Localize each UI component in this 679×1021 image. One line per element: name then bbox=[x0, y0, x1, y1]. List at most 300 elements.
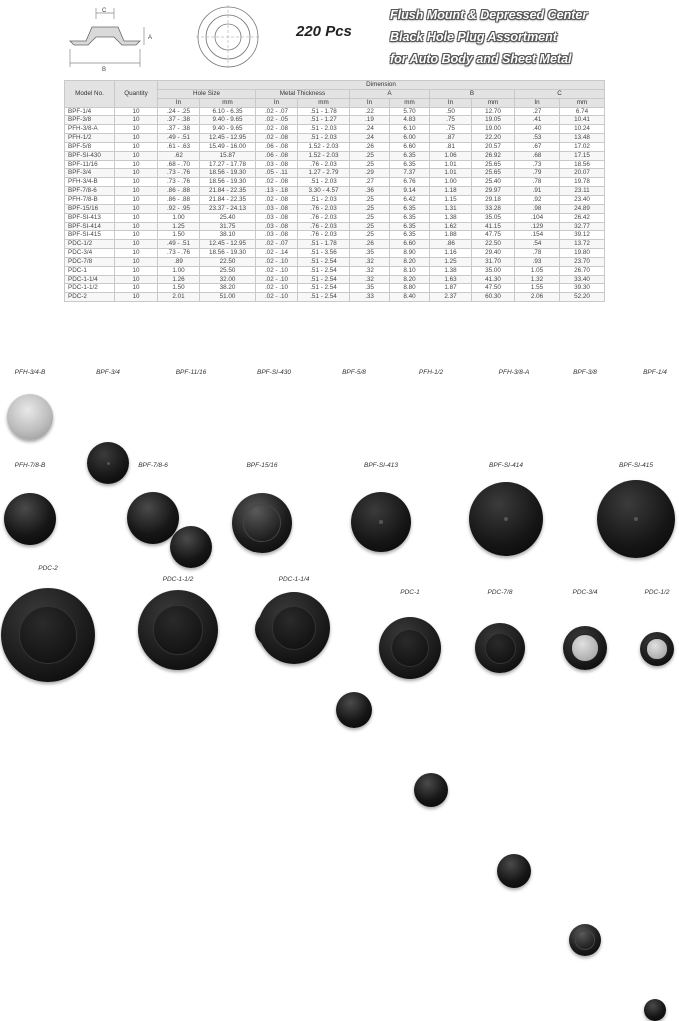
table-cell: .92 - .95 bbox=[158, 204, 200, 213]
table-cell: .25 bbox=[350, 151, 390, 160]
table-cell: .25 bbox=[350, 213, 390, 222]
table-cell: .104 bbox=[515, 213, 560, 222]
header-group: A bbox=[350, 89, 430, 98]
table-cell: .02 - .08 bbox=[256, 178, 298, 187]
table-cell: 20.57 bbox=[472, 142, 515, 151]
hole-plug-image bbox=[569, 924, 601, 956]
hole-plug-image bbox=[127, 492, 179, 544]
table-cell: 26.70 bbox=[560, 266, 605, 275]
table-cell: .51 - 2.03 bbox=[298, 178, 350, 187]
model-cell: PDC-1-1/2 bbox=[65, 284, 115, 293]
table-cell: 1.38 bbox=[430, 213, 472, 222]
hole-plug-image bbox=[563, 626, 607, 670]
table-row bbox=[65, 178, 605, 187]
table-cell: 21.84 - 22.35 bbox=[200, 187, 256, 196]
table-cell: .154 bbox=[515, 231, 560, 240]
table-cell: 15.49 - 16.00 bbox=[200, 142, 256, 151]
table-row bbox=[65, 240, 605, 249]
table-cell: .51 - 2.54 bbox=[298, 275, 350, 284]
recessed-center bbox=[571, 634, 598, 661]
table-cell: .03 - .08 bbox=[256, 160, 298, 169]
table-cell: 19.80 bbox=[560, 249, 605, 258]
plug-label: BPF-5/8 bbox=[342, 369, 366, 376]
table-cell: .03 - .08 bbox=[256, 213, 298, 222]
table-row bbox=[65, 151, 605, 160]
hole-plug-image bbox=[1, 588, 95, 682]
table-cell: .89 bbox=[158, 257, 200, 266]
model-cell: PFH-1/2 bbox=[65, 134, 115, 143]
table-cell: .61 - .63 bbox=[158, 142, 200, 151]
diagram-label-a: A bbox=[148, 35, 153, 41]
table-cell: .35 bbox=[350, 249, 390, 258]
table-cell: 10 bbox=[115, 107, 158, 116]
table-cell: 51.00 bbox=[200, 293, 256, 302]
table-cell: .02 - .08 bbox=[256, 125, 298, 134]
table-cell: 4.83 bbox=[390, 116, 430, 125]
table-cell: 8.90 bbox=[390, 249, 430, 258]
table-cell: 1.32 bbox=[515, 275, 560, 284]
table-row bbox=[65, 249, 605, 258]
table-cell: 2.06 bbox=[515, 293, 560, 302]
center-dot bbox=[107, 462, 110, 465]
table-cell: .25 bbox=[350, 160, 390, 169]
table-cell: 26.92 bbox=[472, 151, 515, 160]
hole-plug-image bbox=[497, 854, 531, 888]
table-cell: .27 bbox=[515, 107, 560, 116]
table-cell: .91 bbox=[515, 187, 560, 196]
table-cell: 2.01 bbox=[158, 293, 200, 302]
table-cell: .32 bbox=[350, 257, 390, 266]
product-title bbox=[390, 4, 675, 70]
unit-header: mm bbox=[560, 98, 605, 107]
table-cell: 10 bbox=[115, 284, 158, 293]
plug-label: PDC-1 bbox=[400, 589, 420, 596]
table-cell: .78 bbox=[515, 249, 560, 258]
table-row bbox=[65, 257, 605, 266]
table-cell: .129 bbox=[515, 222, 560, 231]
table-row bbox=[65, 134, 605, 143]
table-cell: .68 bbox=[515, 151, 560, 160]
table-cell: .02 - .14 bbox=[256, 249, 298, 258]
table-cell: 6.00 bbox=[390, 134, 430, 143]
table-cell: .73 - .76 bbox=[158, 169, 200, 178]
table-cell: .93 bbox=[515, 257, 560, 266]
table-row bbox=[65, 160, 605, 169]
plug-label: PDC-1-1/2 bbox=[162, 576, 194, 583]
plug-label: BPF-11/16 bbox=[175, 369, 207, 376]
hole-plug-image bbox=[640, 632, 674, 666]
table-row bbox=[65, 107, 605, 116]
table-cell: 1.18 bbox=[430, 187, 472, 196]
table-cell: 10.24 bbox=[560, 125, 605, 134]
table-cell: 25.40 bbox=[200, 213, 256, 222]
table-cell: 10 bbox=[115, 222, 158, 231]
table-cell: .76 - 2.03 bbox=[298, 213, 350, 222]
model-cell: PFH-3/8-A bbox=[65, 125, 115, 134]
plug-label: BPF-1/4 bbox=[643, 369, 667, 376]
table-cell: .02 - .10 bbox=[256, 284, 298, 293]
model-cell: BPF-11/16 bbox=[65, 160, 115, 169]
hole-plug-image bbox=[170, 526, 212, 568]
table-row bbox=[65, 195, 605, 204]
table-cell: 32.77 bbox=[560, 222, 605, 231]
model-cell: PDC-3/4 bbox=[65, 249, 115, 258]
plug-label: BPF-SI-414 bbox=[489, 462, 523, 469]
table-row bbox=[65, 284, 605, 293]
table-cell: .51 - 2.03 bbox=[298, 134, 350, 143]
unit-header: mm bbox=[472, 98, 515, 107]
table-cell: .06 - .08 bbox=[256, 151, 298, 160]
table-cell: 1.38 bbox=[430, 266, 472, 275]
table-cell: .26 bbox=[350, 142, 390, 151]
table-cell: .03 - .08 bbox=[256, 231, 298, 240]
unit-header: In bbox=[350, 98, 390, 107]
table-cell: 1.52 - 2.03 bbox=[298, 142, 350, 151]
table-cell: .76 - 2.03 bbox=[298, 160, 350, 169]
model-cell: BPF-SI-430 bbox=[65, 151, 115, 160]
table-cell: .02 - .07 bbox=[256, 107, 298, 116]
plug-label: PDC-1/2 bbox=[644, 589, 670, 596]
diagram-label-c: C bbox=[102, 8, 107, 14]
table-cell: 1.06 bbox=[430, 151, 472, 160]
table-cell: .62 bbox=[158, 151, 200, 160]
table-cell: 6.35 bbox=[390, 160, 430, 169]
table-cell: .40 bbox=[515, 125, 560, 134]
table-cell: .49 - .51 bbox=[158, 134, 200, 143]
table-row bbox=[65, 213, 605, 222]
table-cell: 17.27 - 17.78 bbox=[200, 160, 256, 169]
recessed-center bbox=[391, 629, 429, 667]
table-cell: .32 bbox=[350, 266, 390, 275]
title-line-2: Black Hole Plug Assortment bbox=[390, 30, 557, 44]
table-cell: 23.11 bbox=[560, 187, 605, 196]
header-group: Hole Size bbox=[158, 89, 256, 98]
table-cell: .37 - .38 bbox=[158, 116, 200, 125]
table-cell: 13.48 bbox=[560, 134, 605, 143]
table-cell: 6.76 bbox=[390, 178, 430, 187]
table-cell: 1.50 bbox=[158, 284, 200, 293]
plug-label: PFH-3/4-B bbox=[14, 369, 46, 376]
table-cell: 9.14 bbox=[390, 187, 430, 196]
table-cell: .54 bbox=[515, 240, 560, 249]
model-cell: BPF-SI-415 bbox=[65, 231, 115, 240]
table-cell: 12.70 bbox=[472, 107, 515, 116]
table-cell: 6.35 bbox=[390, 231, 430, 240]
unit-header: In bbox=[515, 98, 560, 107]
table-cell: 21.84 - 22.35 bbox=[200, 195, 256, 204]
hole-plug-image bbox=[351, 492, 411, 552]
hole-plug-image bbox=[4, 493, 56, 545]
table-cell: 10 bbox=[115, 142, 158, 151]
table-cell: 9.40 - 9.65 bbox=[200, 125, 256, 134]
header-model: Model No. bbox=[65, 81, 115, 108]
table-cell: .26 bbox=[350, 240, 390, 249]
hole-plug-image bbox=[87, 442, 129, 484]
table-cell: 1.52 - 2.03 bbox=[298, 151, 350, 160]
model-cell: BPF-7/8-6 bbox=[65, 187, 115, 196]
table-cell: 13.72 bbox=[560, 240, 605, 249]
table-cell: 18.56 - 19.30 bbox=[200, 178, 256, 187]
table-cell: .25 bbox=[350, 195, 390, 204]
table-cell: 10 bbox=[115, 249, 158, 258]
table-cell: 22.50 bbox=[200, 257, 256, 266]
header-quantity: Quantity bbox=[115, 81, 158, 108]
center-dot bbox=[504, 517, 508, 521]
table-cell: .02 - .10 bbox=[256, 293, 298, 302]
table-cell: .13 - .18 bbox=[256, 187, 298, 196]
table-cell: 39.12 bbox=[560, 231, 605, 240]
plug-label: PDC-2 bbox=[38, 565, 58, 572]
table-cell: 26.42 bbox=[560, 213, 605, 222]
dimension-table bbox=[64, 80, 605, 302]
table-cell: 10 bbox=[115, 178, 158, 187]
table-cell: .51 - 1.27 bbox=[298, 116, 350, 125]
table-cell: 39.30 bbox=[560, 284, 605, 293]
hole-plug-image bbox=[379, 617, 441, 679]
plug-label: BPF-SI-415 bbox=[619, 462, 653, 469]
model-cell: PDC-1 bbox=[65, 266, 115, 275]
table-cell: .67 bbox=[515, 142, 560, 151]
table-cell: 6.42 bbox=[390, 195, 430, 204]
table-cell: .25 bbox=[350, 231, 390, 240]
table-cell: .51 - 2.54 bbox=[298, 284, 350, 293]
table-cell: 1.05 bbox=[515, 266, 560, 275]
table-cell: .02 - .10 bbox=[256, 257, 298, 266]
header-dimension: Dimension bbox=[158, 81, 605, 90]
plug-label: PDC-7/8 bbox=[487, 589, 513, 596]
table-cell: .49 - .51 bbox=[158, 240, 200, 249]
table-cell: 6.10 bbox=[390, 125, 430, 134]
table-cell: 60.30 bbox=[472, 293, 515, 302]
table-cell: 1.50 bbox=[158, 231, 200, 240]
table-cell: 22.50 bbox=[472, 240, 515, 249]
table-cell: 1.63 bbox=[430, 275, 472, 284]
table-cell: .25 bbox=[350, 222, 390, 231]
recessed-center bbox=[272, 606, 317, 651]
piece-count: 220 Pcs bbox=[296, 23, 352, 40]
table-cell: 20.07 bbox=[560, 169, 605, 178]
table-cell: .86 - .88 bbox=[158, 187, 200, 196]
table-cell: .75 bbox=[430, 125, 472, 134]
table-row bbox=[65, 293, 605, 302]
hole-plug-image bbox=[336, 692, 372, 728]
table-cell: .29 bbox=[350, 169, 390, 178]
table-cell: 31.70 bbox=[472, 257, 515, 266]
table-cell: .51 - 1.78 bbox=[298, 240, 350, 249]
table-cell: 10 bbox=[115, 275, 158, 284]
plug-label: BPF-15/16 bbox=[246, 462, 278, 469]
table-cell: 1.31 bbox=[430, 204, 472, 213]
plug-label: BPF-3/4 bbox=[96, 369, 120, 376]
title-line-3: for Auto Body and Sheet Metal bbox=[390, 52, 572, 66]
model-cell: PDC-1/2 bbox=[65, 240, 115, 249]
plug-label: PDC-1-1/4 bbox=[278, 576, 310, 583]
table-cell: 25.65 bbox=[472, 160, 515, 169]
table-cell: .33 bbox=[350, 293, 390, 302]
hole-plug-image bbox=[414, 773, 448, 807]
table-cell: .02 - .10 bbox=[256, 275, 298, 284]
hole-plug-image bbox=[7, 394, 53, 440]
plug-gallery bbox=[0, 355, 679, 689]
table-cell: 10 bbox=[115, 151, 158, 160]
table-cell: .76 - 2.03 bbox=[298, 204, 350, 213]
table-row bbox=[65, 222, 605, 231]
table-cell: 1.62 bbox=[430, 222, 472, 231]
table-row bbox=[65, 275, 605, 284]
table-cell: 6.35 bbox=[390, 213, 430, 222]
table-cell: 25.50 bbox=[200, 266, 256, 275]
table-cell: .25 bbox=[350, 204, 390, 213]
unit-header: mm bbox=[390, 98, 430, 107]
table-cell: 29.97 bbox=[472, 187, 515, 196]
table-cell: 1.25 bbox=[430, 257, 472, 266]
model-cell: BPF-SI-414 bbox=[65, 222, 115, 231]
table-cell: .68 - .70 bbox=[158, 160, 200, 169]
hole-plug-image bbox=[644, 999, 666, 1021]
table-cell: 8.20 bbox=[390, 257, 430, 266]
model-cell: BPF-15/16 bbox=[65, 204, 115, 213]
table-cell: 29.18 bbox=[472, 195, 515, 204]
table-cell: 10 bbox=[115, 204, 158, 213]
table-cell: 35.05 bbox=[472, 213, 515, 222]
table-cell: 19.78 bbox=[560, 178, 605, 187]
table-cell: .51 - 1.78 bbox=[298, 107, 350, 116]
table-cell: 8.40 bbox=[390, 293, 430, 302]
table-cell: .02 - .10 bbox=[256, 266, 298, 275]
table-row bbox=[65, 187, 605, 196]
table-cell: 19.05 bbox=[472, 116, 515, 125]
table-cell: 18.56 bbox=[560, 160, 605, 169]
table-cell: 10.41 bbox=[560, 116, 605, 125]
table-cell: 6.35 bbox=[390, 222, 430, 231]
table-cell: 18.56 - 19.30 bbox=[200, 169, 256, 178]
table-cell: .51 - 2.54 bbox=[298, 266, 350, 275]
hole-plug-image bbox=[138, 590, 218, 670]
table-row bbox=[65, 169, 605, 178]
table-cell: 3.30 - 4.57 bbox=[298, 187, 350, 196]
table-cell: 10 bbox=[115, 213, 158, 222]
table-cell: 15.87 bbox=[200, 151, 256, 160]
table-cell: 1.15 bbox=[430, 195, 472, 204]
unit-header: In bbox=[430, 98, 472, 107]
table-cell: .73 - .76 bbox=[158, 249, 200, 258]
table-cell: 41.15 bbox=[472, 222, 515, 231]
table-cell: 10 bbox=[115, 257, 158, 266]
table-cell: .81 bbox=[430, 142, 472, 151]
table-cell: .24 bbox=[350, 134, 390, 143]
table-cell: 6.74 bbox=[560, 107, 605, 116]
table-cell: 6.35 bbox=[390, 151, 430, 160]
table-cell: .51 - 2.54 bbox=[298, 293, 350, 302]
table-cell: 23.37 - 24.13 bbox=[200, 204, 256, 213]
recessed-center bbox=[646, 638, 667, 659]
table-cell: 10 bbox=[115, 293, 158, 302]
table-cell: 1.27 - 2.79 bbox=[298, 169, 350, 178]
table-cell: 23.70 bbox=[560, 257, 605, 266]
model-cell: BPF-3/4 bbox=[65, 169, 115, 178]
table-cell: .79 bbox=[515, 169, 560, 178]
plug-label: PDC-3/4 bbox=[572, 589, 598, 596]
table-cell: .50 bbox=[430, 107, 472, 116]
table-cell: 38.10 bbox=[200, 231, 256, 240]
header-group: C bbox=[515, 89, 605, 98]
table-row bbox=[65, 142, 605, 151]
table-cell: 33.40 bbox=[560, 275, 605, 284]
table-cell: 10 bbox=[115, 195, 158, 204]
table-cell: .03 - .08 bbox=[256, 222, 298, 231]
table-cell: .86 bbox=[430, 240, 472, 249]
model-cell: BPF-SI-413 bbox=[65, 213, 115, 222]
table-cell: 6.60 bbox=[390, 142, 430, 151]
hole-plug-image bbox=[475, 623, 525, 673]
table-cell: .92 bbox=[515, 195, 560, 204]
table-cell: 31.75 bbox=[200, 222, 256, 231]
table-cell: .51 - 2.03 bbox=[298, 195, 350, 204]
table-cell: .75 bbox=[430, 116, 472, 125]
plug-label: PFH-1/2 bbox=[418, 369, 444, 376]
table-cell: 1.25 bbox=[158, 222, 200, 231]
plug-rib bbox=[243, 504, 280, 541]
title-line-1: Flush Mount & Depressed Center bbox=[390, 8, 588, 22]
table-cell: 10 bbox=[115, 160, 158, 169]
table-cell: 17.02 bbox=[560, 142, 605, 151]
plug-label: PFH-7/8-B bbox=[14, 462, 46, 469]
table-cell: .98 bbox=[515, 204, 560, 213]
table-cell: 17.15 bbox=[560, 151, 605, 160]
table-cell: .51 - 2.03 bbox=[298, 125, 350, 134]
header-group: Metal Thickness bbox=[256, 89, 350, 98]
table-cell: 25.40 bbox=[472, 178, 515, 187]
hole-plug-image bbox=[258, 592, 330, 664]
model-cell: PDC-2 bbox=[65, 293, 115, 302]
table-cell: 23.40 bbox=[560, 195, 605, 204]
hole-plug-image bbox=[469, 482, 543, 556]
table-cell: 1.88 bbox=[430, 231, 472, 240]
table-cell: .51 - 2.54 bbox=[298, 257, 350, 266]
table-cell: .24 - .25 bbox=[158, 107, 200, 116]
table-cell: 25.65 bbox=[472, 169, 515, 178]
table-cell: 10 bbox=[115, 187, 158, 196]
hole-plug-image bbox=[232, 493, 292, 553]
table-cell: .05 - .11 bbox=[256, 169, 298, 178]
table-cell: 18.56 - 19.30 bbox=[200, 249, 256, 258]
table-cell: .19 bbox=[350, 116, 390, 125]
table-cell: 6.60 bbox=[390, 240, 430, 249]
table-cell: .24 bbox=[350, 125, 390, 134]
table-cell: 10 bbox=[115, 240, 158, 249]
table-cell: 7.37 bbox=[390, 169, 430, 178]
table-cell: .02 - .08 bbox=[256, 134, 298, 143]
table-cell: 8.20 bbox=[390, 275, 430, 284]
table-cell: 22.20 bbox=[472, 134, 515, 143]
table-cell: 1.00 bbox=[158, 213, 200, 222]
table-cell: 52.20 bbox=[560, 293, 605, 302]
table-cell: 24.89 bbox=[560, 204, 605, 213]
model-cell: BPF-3/8 bbox=[65, 116, 115, 125]
table-cell: 10 bbox=[115, 231, 158, 240]
model-cell: PFH-3/4-B bbox=[65, 178, 115, 187]
table-cell: 19.00 bbox=[472, 125, 515, 134]
table-cell: 1.01 bbox=[430, 160, 472, 169]
unit-header: mm bbox=[298, 98, 350, 107]
unit-header: mm bbox=[200, 98, 256, 107]
table-row bbox=[65, 231, 605, 240]
table-cell: 1.87 bbox=[430, 284, 472, 293]
table-row bbox=[65, 204, 605, 213]
table-cell: 47.75 bbox=[472, 231, 515, 240]
table-cell: 1.00 bbox=[158, 266, 200, 275]
table-cell: .32 bbox=[350, 275, 390, 284]
